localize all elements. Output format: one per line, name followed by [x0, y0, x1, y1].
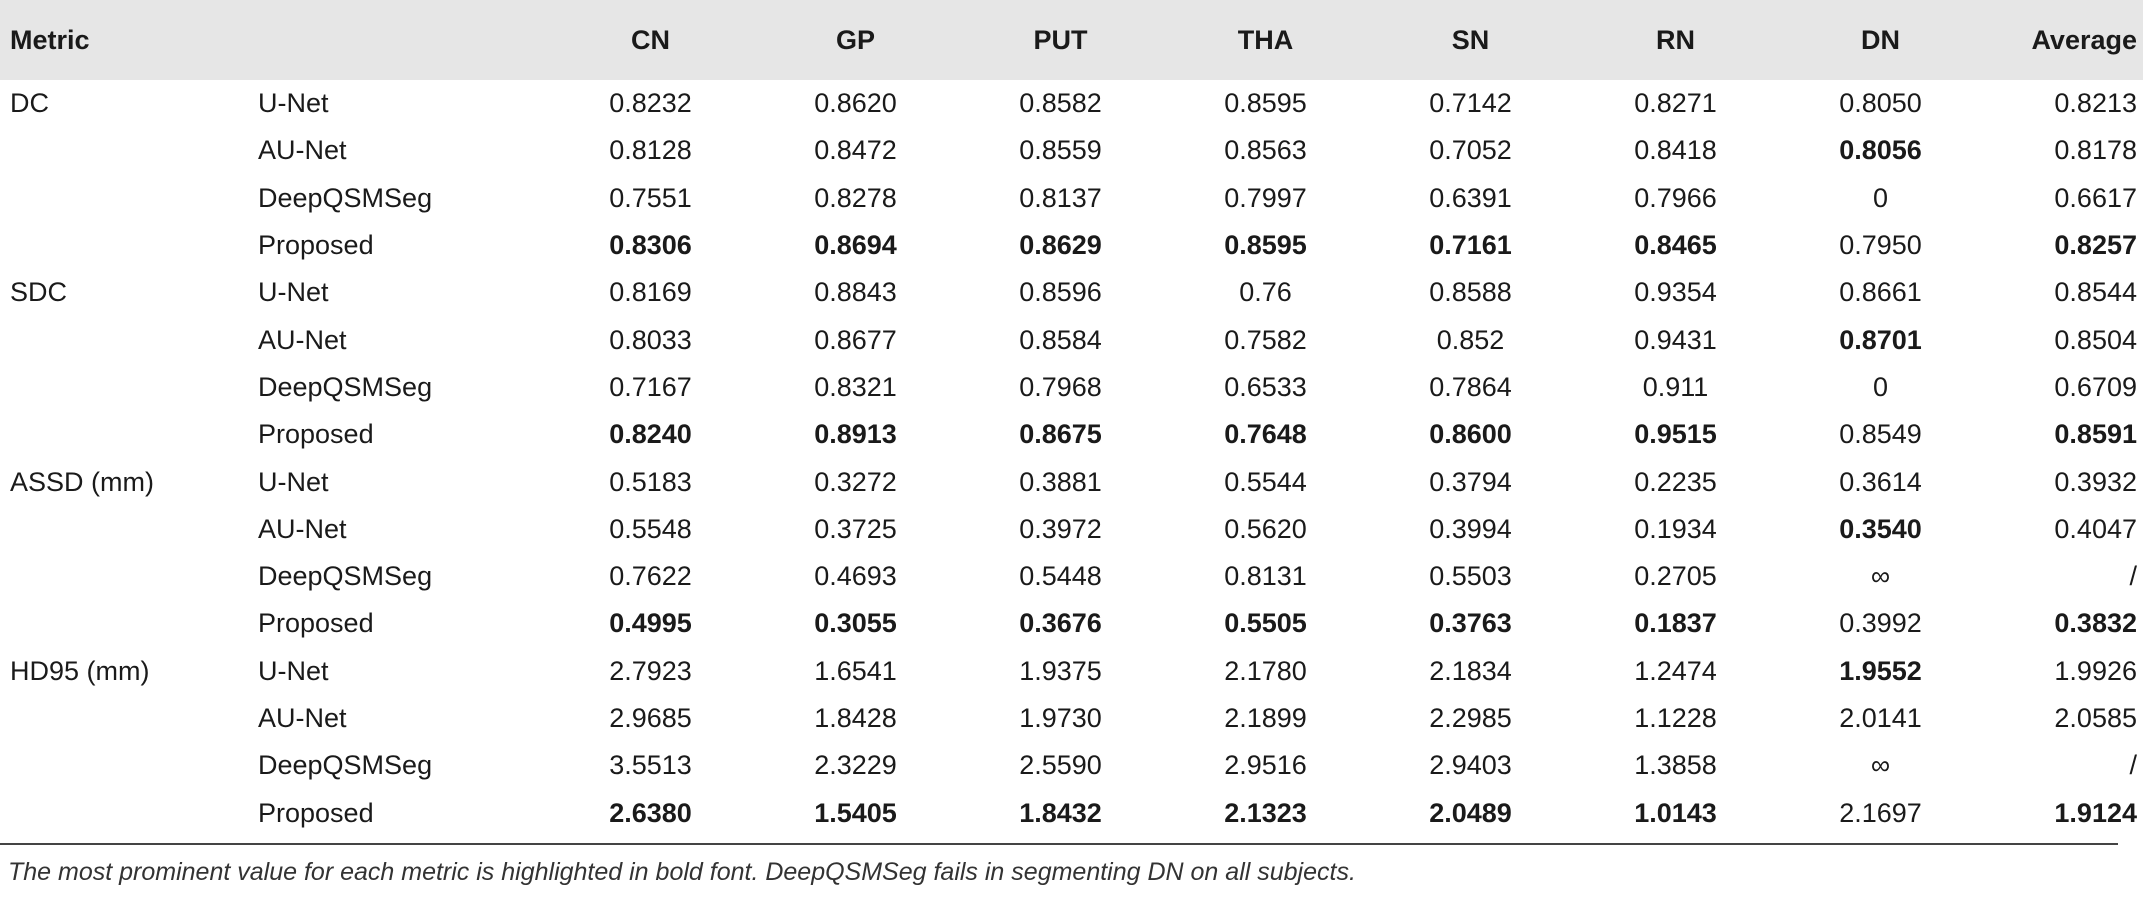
cell-tha: 0.7997: [1224, 182, 1307, 213]
cell-tha: 0.8595: [1224, 230, 1307, 261]
cell-sn: 0.8588: [1429, 277, 1512, 308]
cell-tha: 2.1780: [1224, 655, 1307, 686]
cell-gp: 0.8620: [814, 88, 897, 119]
header-gp: GP: [835, 24, 875, 55]
cell-metric: [0, 742, 258, 789]
cell-tha: 0.7582: [1224, 324, 1307, 355]
table-row: [0, 506, 2143, 553]
cell-method: U-Net: [258, 88, 329, 119]
cell-cn: 0.8232: [609, 88, 692, 119]
cell-put: 0.3676: [1019, 608, 1102, 639]
cell-sn: 2.1834: [1429, 655, 1512, 686]
cell-tha: 2.9516: [1224, 750, 1307, 781]
cell-sn: 0.7052: [1429, 135, 1512, 166]
table-row: [0, 411, 2143, 458]
cell-tha: 0.8563: [1224, 135, 1307, 166]
cell-put: 0.3881: [1019, 466, 1102, 497]
cell-rn: 0.8418: [1634, 135, 1717, 166]
table-row: [0, 789, 2143, 836]
cell-put: 0.7968: [1019, 371, 1102, 402]
table-row: [0, 175, 2143, 222]
cell-average: 0.4047: [2054, 513, 2137, 544]
cell-method: AU-Net: [258, 703, 347, 733]
cell-average: 0.8257: [2054, 230, 2137, 261]
cell-sn: 0.7142: [1429, 88, 1512, 119]
cell-average: 2.0585: [2054, 703, 2137, 733]
cell-method: DeepQSMSeg: [258, 561, 433, 592]
cell-cn: 2.7923: [609, 655, 692, 686]
cell-average: 1.9926: [2054, 655, 2137, 686]
cell-gp: 0.3272: [814, 466, 897, 497]
cell-gp: 0.8677: [814, 324, 897, 355]
table-body: [0, 80, 2143, 837]
header-dn: DN: [1861, 24, 1900, 55]
table-row: [0, 742, 2143, 789]
cell-put: 0.8675: [1019, 419, 1102, 450]
cell-rn: 0.911: [1642, 371, 1709, 402]
table-row: [0, 222, 2143, 269]
cell-sn: 0.3994: [1429, 513, 1512, 544]
cell-gp: 0.8694: [814, 230, 897, 261]
cell-gp: 0.8321: [814, 371, 897, 402]
table-row: [0, 127, 2143, 174]
cell-rn: 0.1837: [1634, 608, 1717, 639]
cell-rn: 0.9431: [1634, 324, 1717, 355]
cell-method: AU-Net: [258, 135, 347, 166]
cell-dn: 2.1697: [1839, 797, 1922, 828]
cell-gp: 0.3055: [814, 608, 897, 639]
cell-dn: 0: [1872, 182, 1889, 213]
cell-dn: 0.3540: [1839, 513, 1922, 544]
cell-rn: 1.0143: [1634, 797, 1717, 828]
header-average: Average: [2031, 24, 2137, 55]
cell-rn: 0.2235: [1634, 466, 1717, 497]
cell-dn: 2.0141: [1839, 703, 1922, 733]
cell-metric: [0, 222, 258, 269]
cell-cn: 0.8033: [609, 324, 692, 355]
cell-method: DeepQSMSeg: [258, 371, 433, 402]
cell-average: 0.8591: [2054, 419, 2137, 450]
cell-cn: 0.7167: [609, 371, 692, 402]
cell-metric: [0, 695, 258, 742]
header-cn: CN: [631, 24, 670, 55]
cell-rn: 0.8465: [1634, 230, 1717, 261]
cell-tha: 0.5620: [1224, 513, 1307, 544]
table-row: [0, 80, 2143, 127]
header-rn: RN: [1656, 24, 1695, 55]
cell-gp: 1.8428: [814, 703, 897, 733]
cell-sn: 0.5503: [1429, 561, 1512, 592]
cell-dn: 0.8661: [1839, 277, 1922, 308]
cell-tha: 2.1899: [1224, 703, 1307, 733]
cell-rn: 1.1228: [1634, 703, 1717, 733]
cell-dn: 0.8549: [1839, 419, 1922, 450]
cell-average: 1.9124: [2054, 797, 2137, 828]
cell-metric: HD95 (mm): [10, 655, 150, 686]
cell-put: 0.8559: [1019, 135, 1102, 166]
table-row: [0, 648, 2143, 695]
cell-tha: 0.8595: [1224, 88, 1307, 119]
cell-tha: 0.7648: [1224, 419, 1307, 450]
cell-gp: 0.8472: [814, 135, 897, 166]
cell-rn: 0.2705: [1634, 561, 1717, 592]
cell-metric: DC: [10, 88, 49, 119]
cell-method: U-Net: [258, 655, 329, 686]
cell-put: 0.8137: [1019, 182, 1102, 213]
header-tha: THA: [1237, 24, 1294, 55]
cell-method: AU-Net: [258, 513, 347, 544]
cell-put: 0.3972: [1019, 513, 1102, 544]
cell-dn: 0.8056: [1839, 135, 1922, 166]
cell-put: 0.8596: [1019, 277, 1102, 308]
cell-sn: 2.0489: [1429, 797, 1512, 828]
table-footnote: The most prominent value for each metric is highlighted in bold font. DeepQSMSeg fails in segmenting DN on all subjects.: [8, 858, 1356, 886]
cell-dn: 0.7950: [1839, 230, 1922, 261]
table-row: [0, 316, 2143, 363]
table-bottom-rule: [0, 843, 2118, 845]
cell-cn: 0.7551: [609, 182, 692, 213]
cell-metric: ASSD (mm): [10, 466, 154, 497]
cell-method: Proposed: [258, 608, 374, 639]
cell-tha: 2.1323: [1224, 797, 1307, 828]
cell-rn: 0.8271: [1634, 88, 1717, 119]
cell-metric: [0, 175, 258, 222]
cell-metric: SDC: [10, 277, 68, 308]
cell-dn: 0.3614: [1839, 466, 1922, 497]
cell-dn: 0.3992: [1839, 608, 1922, 639]
cell-rn: 1.3858: [1634, 750, 1717, 781]
header-metric: Metric: [10, 24, 90, 55]
cell-gp: 1.6541: [814, 655, 897, 686]
header-method: [258, 0, 548, 80]
cell-cn: 0.7622: [609, 561, 692, 592]
cell-put: 2.5590: [1019, 750, 1102, 781]
header-put: PUT: [1033, 24, 1088, 55]
cell-method: AU-Net: [258, 324, 347, 355]
cell-put: 1.8432: [1019, 797, 1102, 828]
header-sn: SN: [1451, 24, 1490, 55]
cell-metric: [0, 553, 258, 600]
table-row: [0, 364, 2143, 411]
table-row: [0, 695, 2143, 742]
cell-sn: 0.3794: [1429, 466, 1512, 497]
cell-dn: ∞: [1870, 561, 1891, 592]
cell-average: /: [2129, 561, 2137, 592]
cell-average: /: [2129, 750, 2137, 781]
cell-metric: [0, 411, 258, 458]
cell-cn: 0.5183: [609, 466, 692, 497]
cell-gp: 1.5405: [814, 797, 897, 828]
cell-metric: [0, 364, 258, 411]
cell-put: 0.8629: [1019, 230, 1102, 261]
cell-tha: 0.5505: [1224, 608, 1307, 639]
table-header-row: [0, 0, 2143, 80]
cell-put: 0.8584: [1019, 324, 1102, 355]
cell-cn: 0.8240: [609, 419, 692, 450]
cell-average: 0.3932: [2054, 466, 2137, 497]
table-row: [0, 600, 2143, 647]
cell-dn: 0: [1872, 371, 1889, 402]
cell-metric: [0, 600, 258, 647]
cell-cn: 2.6380: [609, 797, 692, 828]
cell-method: Proposed: [258, 797, 374, 828]
cell-rn: 1.2474: [1634, 655, 1717, 686]
cell-tha: 0.76: [1239, 277, 1292, 308]
cell-average: 0.6709: [2054, 371, 2137, 402]
cell-average: 0.8544: [2054, 277, 2137, 308]
cell-gp: 0.8278: [814, 182, 897, 213]
cell-sn: 2.2985: [1429, 703, 1512, 733]
cell-tha: 0.5544: [1224, 466, 1307, 497]
table-row: [0, 458, 2143, 505]
cell-dn: 0.8701: [1839, 324, 1922, 355]
cell-sn: 0.6391: [1429, 182, 1512, 213]
cell-dn: ∞: [1870, 750, 1891, 781]
cell-dn: 0.8050: [1839, 88, 1922, 119]
cell-sn: 0.3763: [1429, 608, 1512, 639]
cell-metric: [0, 316, 258, 363]
cell-method: Proposed: [258, 230, 374, 261]
cell-metric: [0, 789, 258, 836]
cell-average: 0.8178: [2054, 135, 2137, 166]
cell-cn: 0.8306: [609, 230, 692, 261]
cell-cn: 0.8128: [609, 135, 692, 166]
cell-gp: 0.8913: [814, 419, 897, 450]
cell-put: 1.9730: [1019, 703, 1102, 733]
table-row: [0, 269, 2143, 316]
cell-gp: 0.4693: [814, 561, 897, 592]
cell-gp: 2.3229: [814, 750, 897, 781]
cell-average: 0.8504: [2054, 324, 2137, 355]
cell-cn: 2.9685: [609, 703, 692, 733]
cell-rn: 0.9354: [1634, 277, 1717, 308]
cell-metric: [0, 127, 258, 174]
cell-rn: 0.9515: [1634, 419, 1717, 450]
cell-dn: 1.9552: [1839, 655, 1922, 686]
cell-tha: 0.6533: [1224, 371, 1307, 402]
cell-method: DeepQSMSeg: [258, 750, 433, 781]
cell-average: 0.8213: [2054, 88, 2137, 119]
cell-cn: 0.8169: [609, 277, 692, 308]
cell-put: 0.8582: [1019, 88, 1102, 119]
cell-method: U-Net: [258, 277, 329, 308]
cell-cn: 0.5548: [609, 513, 692, 544]
cell-cn: 0.4995: [609, 608, 692, 639]
cell-average: 0.3832: [2054, 608, 2137, 639]
table-row: [0, 553, 2143, 600]
cell-sn: 0.852: [1436, 324, 1505, 355]
cell-method: Proposed: [258, 419, 374, 450]
cell-gp: 0.8843: [814, 277, 897, 308]
cell-put: 0.5448: [1019, 561, 1102, 592]
cell-rn: 0.7966: [1634, 182, 1717, 213]
cell-sn: 0.7864: [1429, 371, 1512, 402]
cell-cn: 3.5513: [609, 750, 692, 781]
cell-method: U-Net: [258, 466, 329, 497]
cell-put: 1.9375: [1019, 655, 1102, 686]
cell-tha: 0.8131: [1224, 561, 1307, 592]
cell-average: 0.6617: [2054, 182, 2137, 213]
cell-rn: 0.1934: [1634, 513, 1717, 544]
cell-method: DeepQSMSeg: [258, 182, 433, 213]
cell-sn: 2.9403: [1429, 750, 1512, 781]
cell-sn: 0.7161: [1429, 230, 1512, 261]
cell-gp: 0.3725: [814, 513, 897, 544]
cell-metric: [0, 506, 258, 553]
cell-sn: 0.8600: [1429, 419, 1512, 450]
